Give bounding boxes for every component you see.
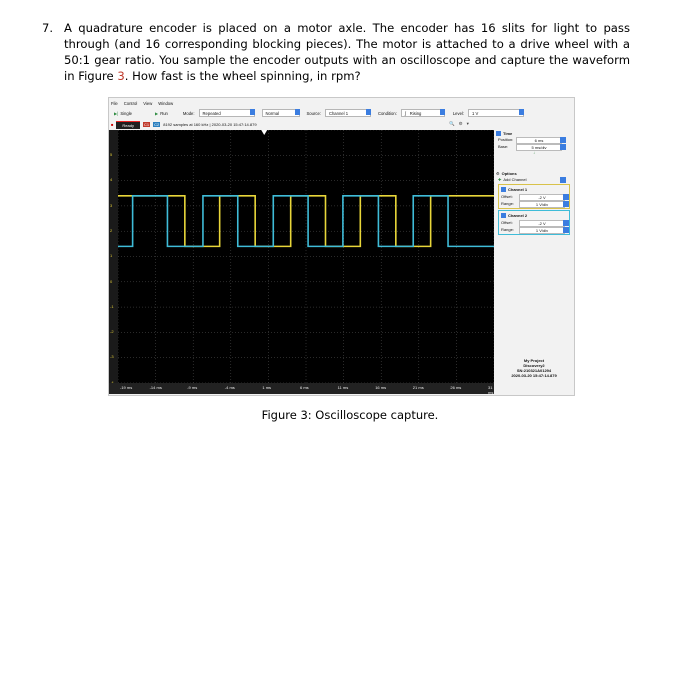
channel1-header[interactable]: Channel 1 bbox=[499, 186, 569, 193]
x-tick-label: -19 ms bbox=[120, 385, 133, 390]
x-axis bbox=[109, 383, 494, 394]
run-icon: ▶ bbox=[154, 110, 159, 116]
chevron-down-icon bbox=[560, 177, 566, 183]
channel1-range-input[interactable]: 1 V/div bbox=[519, 201, 565, 208]
x-tick-label: -14 ms bbox=[149, 385, 162, 390]
level-input[interactable]: 1 V bbox=[468, 109, 524, 117]
base-input[interactable]: 5 ms/div bbox=[516, 144, 562, 151]
capture-info: 8192 samples at 160 kHz | 2020-03-20 15:47:14.879 bbox=[163, 122, 257, 127]
run-button[interactable]: ▶ Run bbox=[154, 110, 168, 116]
channel2-offset-input[interactable]: -2 V bbox=[519, 220, 565, 227]
condition-select[interactable]: ʃ Rising bbox=[401, 109, 445, 117]
menu-item-control[interactable]: Control bbox=[123, 101, 138, 106]
arrow-down-icon: ↓ bbox=[533, 150, 535, 155]
channel2-panel bbox=[498, 210, 570, 235]
channel2-range-row: Range: 1 V/div bbox=[499, 226, 569, 233]
spinner-icon bbox=[519, 109, 524, 115]
mode-label: Mode: bbox=[182, 110, 195, 116]
x-tick-label: 21 ms bbox=[412, 385, 424, 390]
x-tick-label: 1 ms bbox=[262, 385, 272, 390]
position-input[interactable]: 6 ms bbox=[516, 137, 562, 144]
channel2-header[interactable]: Channel 2 bbox=[499, 212, 569, 219]
project-name: My Project bbox=[523, 358, 545, 363]
y-tick-label: 1 bbox=[110, 253, 113, 259]
zoom-icon[interactable]: 🔍 bbox=[449, 121, 455, 126]
x-tick-label: 16 ms bbox=[375, 385, 387, 390]
chevron-down-icon bbox=[250, 109, 255, 115]
scope-menubar bbox=[111, 100, 173, 107]
y-tick-label: 5 bbox=[110, 152, 113, 157]
chevron-down-icon bbox=[295, 109, 300, 115]
plot-toolbar-icons bbox=[449, 121, 469, 127]
stop-icon[interactable]: ■ bbox=[111, 122, 114, 127]
chevron-down-icon bbox=[366, 109, 371, 115]
channel1-panel bbox=[498, 184, 570, 209]
x-tick-label: 11 ms bbox=[337, 385, 349, 390]
problem-text-before: A quadrature encoder is placed on a motor axle. The encoder has 16 slits for light to pass through (and 16 corresponding blocking pieces). The motor is attached to a drive wheel with a 50:1 gear ratio. You sample the encoder outputs with an oscilloscope and capture the waveform in Figure bbox=[64, 21, 630, 83]
condition-label: Condition: bbox=[377, 110, 397, 116]
spinner-icon[interactable] bbox=[560, 137, 566, 143]
capture-timestamp: 2020-03-20 15:47:14.879 bbox=[511, 373, 557, 378]
single-icon: ▶| bbox=[114, 110, 119, 116]
chevron-down-icon bbox=[440, 109, 445, 115]
figure-reference-link[interactable]: 3 bbox=[117, 69, 125, 83]
checkbox-icon bbox=[501, 187, 506, 192]
spinner-icon[interactable] bbox=[563, 220, 569, 226]
problem-statement bbox=[42, 20, 630, 84]
menu-item-view[interactable]: View bbox=[143, 101, 153, 106]
checkbox-icon bbox=[501, 213, 506, 218]
chevron-down-icon[interactable] bbox=[563, 201, 569, 207]
time-base-row: Base: 5 ms/div bbox=[496, 143, 572, 150]
y-axis bbox=[109, 130, 118, 383]
c2-badge: C2 bbox=[154, 122, 160, 127]
x-tick-label: 26 ms bbox=[450, 385, 462, 390]
device-name: Discovery2 bbox=[523, 363, 545, 368]
channel2-offset-row: Offset: -2 V bbox=[499, 219, 569, 226]
channel2-range-input[interactable]: 1 V/div bbox=[519, 227, 565, 234]
x-tick-label: -9 ms bbox=[187, 385, 198, 390]
x-tick-label: -4 ms bbox=[224, 385, 235, 390]
add-channel-button[interactable]: ✚ Add Channel bbox=[496, 176, 572, 183]
chevron-down-icon[interactable] bbox=[563, 227, 569, 233]
y-tick-label: 0 bbox=[110, 278, 113, 284]
trigger-type-select[interactable]: Normal bbox=[262, 109, 300, 117]
time-section[interactable]: Time bbox=[496, 130, 572, 136]
x-tick-label: 31 ms bbox=[488, 385, 494, 395]
problem-number: 7. bbox=[42, 21, 54, 35]
c1-badge: C1 bbox=[143, 122, 150, 127]
single-button[interactable]: ▶| Single bbox=[114, 110, 132, 116]
menu-item-file[interactable]: File bbox=[111, 101, 118, 106]
trigger-position-marker[interactable] bbox=[261, 130, 267, 135]
project-info bbox=[496, 358, 572, 378]
source-select[interactable]: Channel 1 bbox=[325, 109, 371, 117]
settings-panel bbox=[496, 130, 572, 392]
x-tick-label: 6 ms bbox=[300, 385, 309, 390]
scope-toolbar bbox=[109, 108, 574, 118]
plus-icon: ✚ bbox=[498, 177, 502, 182]
waveform-plot[interactable] bbox=[118, 130, 494, 383]
y-tick-label: -1 bbox=[110, 303, 114, 309]
y-tick-label: -2 bbox=[110, 329, 114, 335]
y-tick-label: 4 bbox=[110, 177, 113, 183]
y-tick-label: 2 bbox=[110, 227, 113, 233]
gear-icon: ⚙ bbox=[496, 170, 500, 176]
spinner-icon[interactable] bbox=[563, 194, 569, 200]
time-position-row: Position: 6 ms bbox=[496, 136, 572, 143]
source-label: Source: bbox=[306, 110, 321, 116]
ready-status: Ready bbox=[116, 121, 140, 129]
checkbox-icon bbox=[496, 131, 501, 136]
channel1-offset-input[interactable]: -2 V bbox=[519, 194, 565, 201]
oscilloscope-screenshot bbox=[108, 97, 575, 396]
mode-select[interactable]: Repeated bbox=[199, 109, 255, 117]
chevron-down-icon[interactable] bbox=[560, 144, 566, 150]
scope-statusbar bbox=[109, 120, 494, 129]
problem-text-after: . How fast is the wheel spinning, in rpm? bbox=[124, 69, 361, 83]
rising-edge-icon: ʃ bbox=[404, 110, 406, 116]
y-tick-label: -3 bbox=[110, 354, 114, 360]
y-tick-label: 3 bbox=[110, 202, 113, 208]
channel1-range-row: Range: 1 V/div bbox=[499, 200, 569, 207]
options-section[interactable]: ⚙ Options bbox=[496, 170, 517, 176]
gear-icon[interactable]: ⚙ bbox=[458, 121, 463, 126]
serial-number: SN:210321A01294 bbox=[516, 368, 552, 373]
channel1-offset-row: Offset: -2 V bbox=[499, 193, 569, 200]
menu-icon[interactable]: ▾ bbox=[466, 121, 469, 126]
figure-caption: Figure 3: Oscilloscope capture. bbox=[261, 408, 439, 422]
menu-item-window[interactable]: Window bbox=[158, 101, 174, 106]
level-label: Level: bbox=[452, 110, 464, 116]
